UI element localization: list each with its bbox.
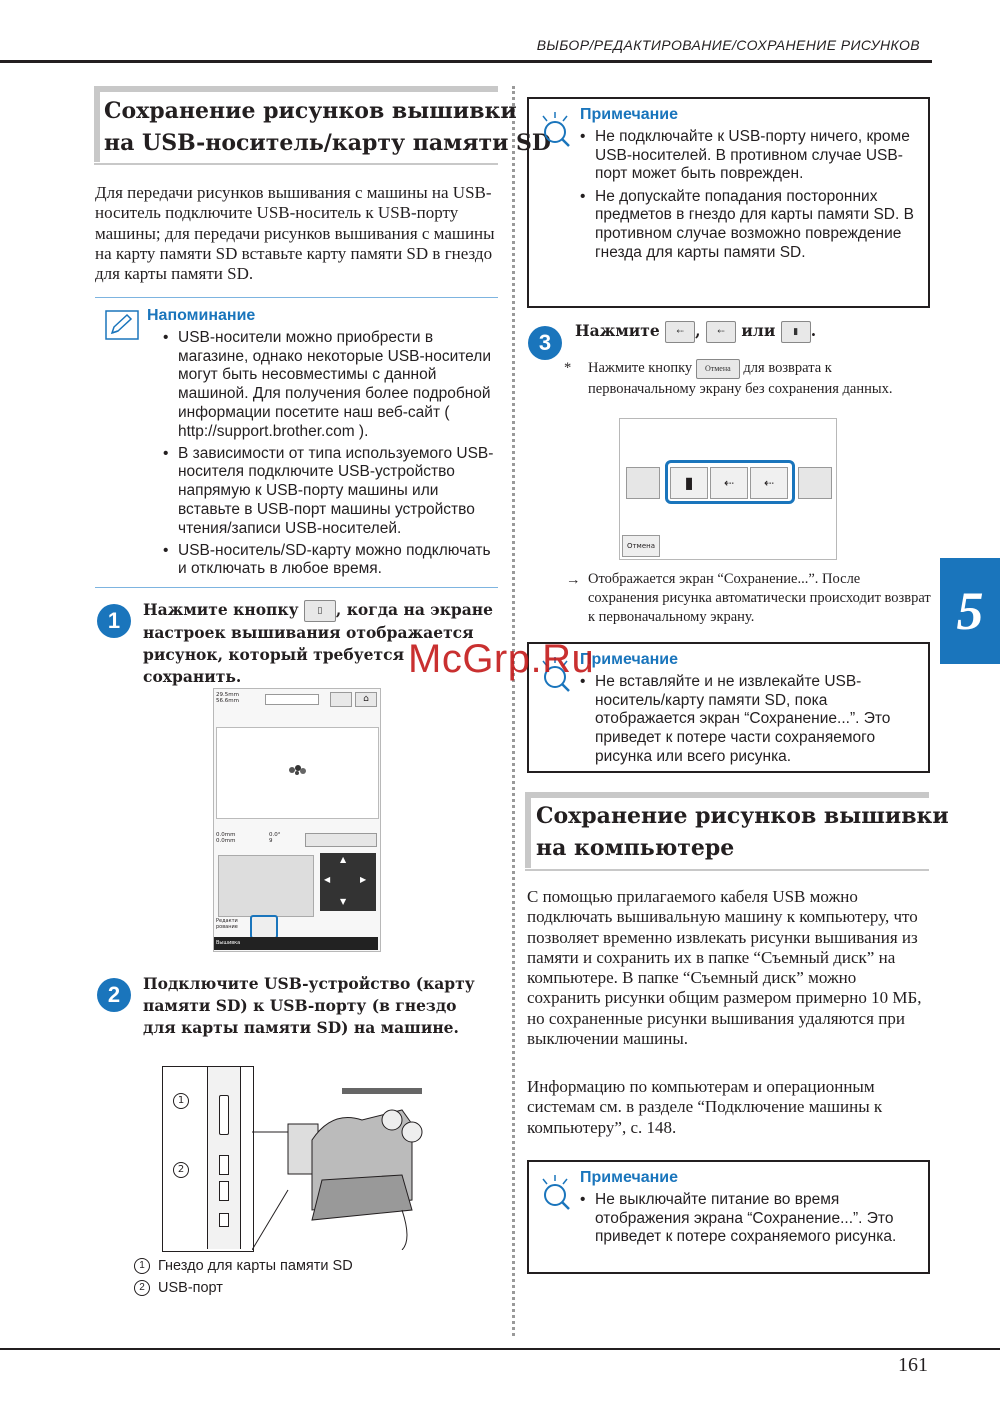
sd-card-button[interactable]: ▮ <box>670 467 708 499</box>
angle-readout <box>269 832 281 844</box>
machine-memory-button[interactable] <box>626 467 660 499</box>
position-x: 0.0mm <box>216 832 236 838</box>
reminder-bottom-rule <box>95 587 498 588</box>
size-width: 29.5mm <box>216 692 239 698</box>
count-value: 9 <box>269 838 273 844</box>
note-3-list <box>580 1191 920 1251</box>
step-3-badge: 3 <box>528 326 562 360</box>
size-readout <box>216 692 239 704</box>
step-1-badge: 1 <box>97 604 131 638</box>
arrow-left-icon[interactable]: ◀ <box>324 875 331 884</box>
machine-illustration <box>252 1080 432 1250</box>
note-1-list <box>580 128 920 266</box>
footnote-text-a: Нажмите кнопку <box>588 360 693 376</box>
reminder-list <box>163 329 498 583</box>
embroider-label: Вышивка <box>216 940 241 946</box>
cancel-key: Отмена <box>696 359 740 379</box>
arrow-down-icon[interactable]: ▼ <box>340 897 347 906</box>
result-text: Отображается экран “Сохранение...”. После сохранения рисунка автоматически происходит возврат к первоначальному экрану. <box>588 571 931 625</box>
step-2-badge: 2 <box>97 978 131 1012</box>
sd-slot-icon <box>219 1095 229 1135</box>
section-frame-bottom <box>94 163 498 165</box>
arrow-up-icon[interactable]: ▲ <box>340 855 347 864</box>
note-2-list <box>580 673 920 770</box>
reminder-top-rule <box>95 297 498 298</box>
usb-button-1[interactable]: ⇠ <box>710 467 748 499</box>
section-title-usb <box>104 95 551 159</box>
note-3-title: Примечание <box>580 1169 679 1186</box>
size-height: 56.6mm <box>216 698 239 704</box>
watermark: McGrp.Ru <box>408 637 595 681</box>
column-divider <box>512 86 515 1336</box>
callout-1: 1 <box>173 1093 197 1109</box>
save-destination-screen <box>619 418 837 560</box>
caption-marker: 1 <box>134 1258 150 1274</box>
footer-rule <box>0 1348 1000 1350</box>
step-2-text: Подключите USB-устройство (карту памяти SD) к USB-порту (в гнездо для карты памяти SD) на машине. <box>143 974 475 1037</box>
list-item: • Не выключайте питание во время отображения экрана “Сохранение...”. Это приведет к потере сохраняемого рисунка. <box>580 1191 920 1247</box>
usb-button-2[interactable]: ⇠ <box>750 467 788 499</box>
position-readout <box>216 832 235 844</box>
list-item: • Не допускайте попадания посторонних предметов в гнездо для карты памяти SD. В противном случае возможно повреждение гнезда для карты памяти SD. <box>580 188 920 263</box>
callout-2: 2 <box>173 1162 197 1178</box>
edit-label[interactable]: Редакти рование <box>216 918 238 930</box>
step-3-comma: , <box>695 321 701 340</box>
section2-title-line2: на компьютере <box>536 835 735 861</box>
arrow-right-icon[interactable]: ▶ <box>360 875 367 884</box>
usb-port-icon <box>219 1181 229 1201</box>
list-item: • Не подключайте к USB-порту ничего, кроме USB-носителей. В противном случае USB-порт может быть поврежден. <box>580 128 920 184</box>
caption-text: Гнездо для карты памяти SD <box>158 1258 353 1274</box>
section2-frame-bottom <box>525 869 929 871</box>
memory-button[interactable] <box>330 692 352 707</box>
computer-button[interactable] <box>798 467 832 499</box>
list-item: • В зависимости от типа используемого USB-носителя подключите USB-устройство напрямую к USB-порту машины или вставьте в USB-порт машины устройство чтения/записи USB-носителей. <box>163 445 498 539</box>
note-1-title: Примечание <box>580 106 679 123</box>
flower-pattern-icon <box>287 762 309 776</box>
step-1-text-a: Нажмите кнопку <box>143 600 299 619</box>
usb-b-port-icon <box>219 1213 229 1227</box>
caption-text: USB-порт <box>158 1280 223 1296</box>
cancel-button[interactable]: Отмена <box>622 535 660 557</box>
caption-sd-slot <box>134 1258 353 1274</box>
status-bar <box>214 937 378 950</box>
arrow-pad[interactable] <box>320 853 376 911</box>
footnote-star: * <box>564 360 572 376</box>
header-rule <box>0 60 932 63</box>
list-item: • USB-носители можно приобрести в магазине, однако некоторые USB-носители могут быть несовместимы с данной машиной. Для получения более подробной информации посетите наш веб-сайт ( http://support.brother.com ). <box>163 329 498 441</box>
section-title-line2: на USB-носитель/карту памяти SD <box>104 130 552 156</box>
caption-marker: 2 <box>134 1280 150 1296</box>
intro-paragraph: Для передачи рисунков вышивания с машины на USB-носитель подключите USB-носитель к USB-порту машины; для передачи рисунков вышивания с машины на карту памяти SD вставьте карту памяти SD в гнездо для карты памяти SD. <box>95 183 495 284</box>
view-toolbar[interactable] <box>305 833 377 847</box>
list-item: • Не вставляйте и не извлекайте USB-носитель/карту памяти SD, пока отображается экран “Сохранение...”. Это приведет к потере части сохраняемого рисунка или всего рисунка. <box>580 673 920 767</box>
pencil-icon <box>105 310 139 344</box>
section-title-line1: Сохранение рисунков вышивки <box>104 98 517 124</box>
step-3-press: Нажмите <box>575 321 660 340</box>
step-3-or: или <box>741 321 776 340</box>
usb-key-icon: ⇠ <box>665 321 695 343</box>
section2-title-line1: Сохранение рисунков вышивки <box>536 803 949 829</box>
step-3-dot: . <box>810 321 817 340</box>
result-arrow: → <box>566 572 581 588</box>
save-button-highlight[interactable] <box>250 915 278 939</box>
embroidery-screen <box>213 688 381 952</box>
edit-buttons-panel[interactable] <box>218 855 314 917</box>
usb-key-icon: ⇠ <box>706 321 736 343</box>
computer-paragraph-1: С помощью прилагаемого кабеля USB можно подключать вышивальную машину к компьютеру, что позволяет временно извлекать рисунки вышивания из памяти и сохранить их в папке “Съемный диск” на компьютере. В папке “Съемный диск” можно сохранить рисунки общим размером примерно 10 МБ, но сохраненные рисунки вышивания удаляются при выключении машины. <box>527 887 922 1049</box>
step-3-text <box>575 320 925 343</box>
note-2-title: Примечание <box>580 651 679 668</box>
note-lightbulb-icon <box>537 1173 573 1217</box>
running-title: ВЫБОР/РЕДАКТИРОВАНИЕ/СОХРАНЕНИЕ РИСУНКОВ <box>536 37 920 53</box>
page-number: 161 <box>898 1354 928 1376</box>
reminder-title: Напоминание <box>147 307 256 324</box>
angle-value: 0.0° <box>269 832 281 838</box>
step-3-footnote <box>588 358 933 399</box>
note-lightbulb-icon <box>537 110 573 154</box>
section2-frame-top <box>525 792 929 798</box>
footnote-text-b: для возврата к первоначальному экрану без сохранения данных. <box>588 360 893 397</box>
color-bar <box>265 694 319 705</box>
section-frame-left <box>94 86 100 162</box>
section2-frame-left <box>525 792 531 868</box>
preview-area <box>216 727 379 819</box>
caption-usb-port <box>134 1280 223 1296</box>
save-key-icon: ▯ <box>304 600 336 622</box>
ports-closeup <box>162 1066 254 1252</box>
home-button[interactable]: ⌂ <box>355 692 377 707</box>
section-frame-top <box>94 86 498 92</box>
position-y: 0.0mm <box>216 838 236 844</box>
section-title-computer <box>536 800 949 864</box>
computer-paragraph-2: Информацию по компьютерам и операционным системам см. в разделе “Подключение машины к компьютеру”, с. 148. <box>527 1077 883 1137</box>
step-1-text-b: , когда на экране настроек вышивания отображается рисунок, который требуется сохранить. <box>143 600 494 686</box>
sd-card-key-icon: ▮ <box>781 321 811 343</box>
list-item: • USB-носитель/SD-карту можно подключать и отключать в любое время. <box>163 542 498 579</box>
chapter-tab: 5 <box>940 558 1000 664</box>
usb-port-icon <box>219 1155 229 1175</box>
